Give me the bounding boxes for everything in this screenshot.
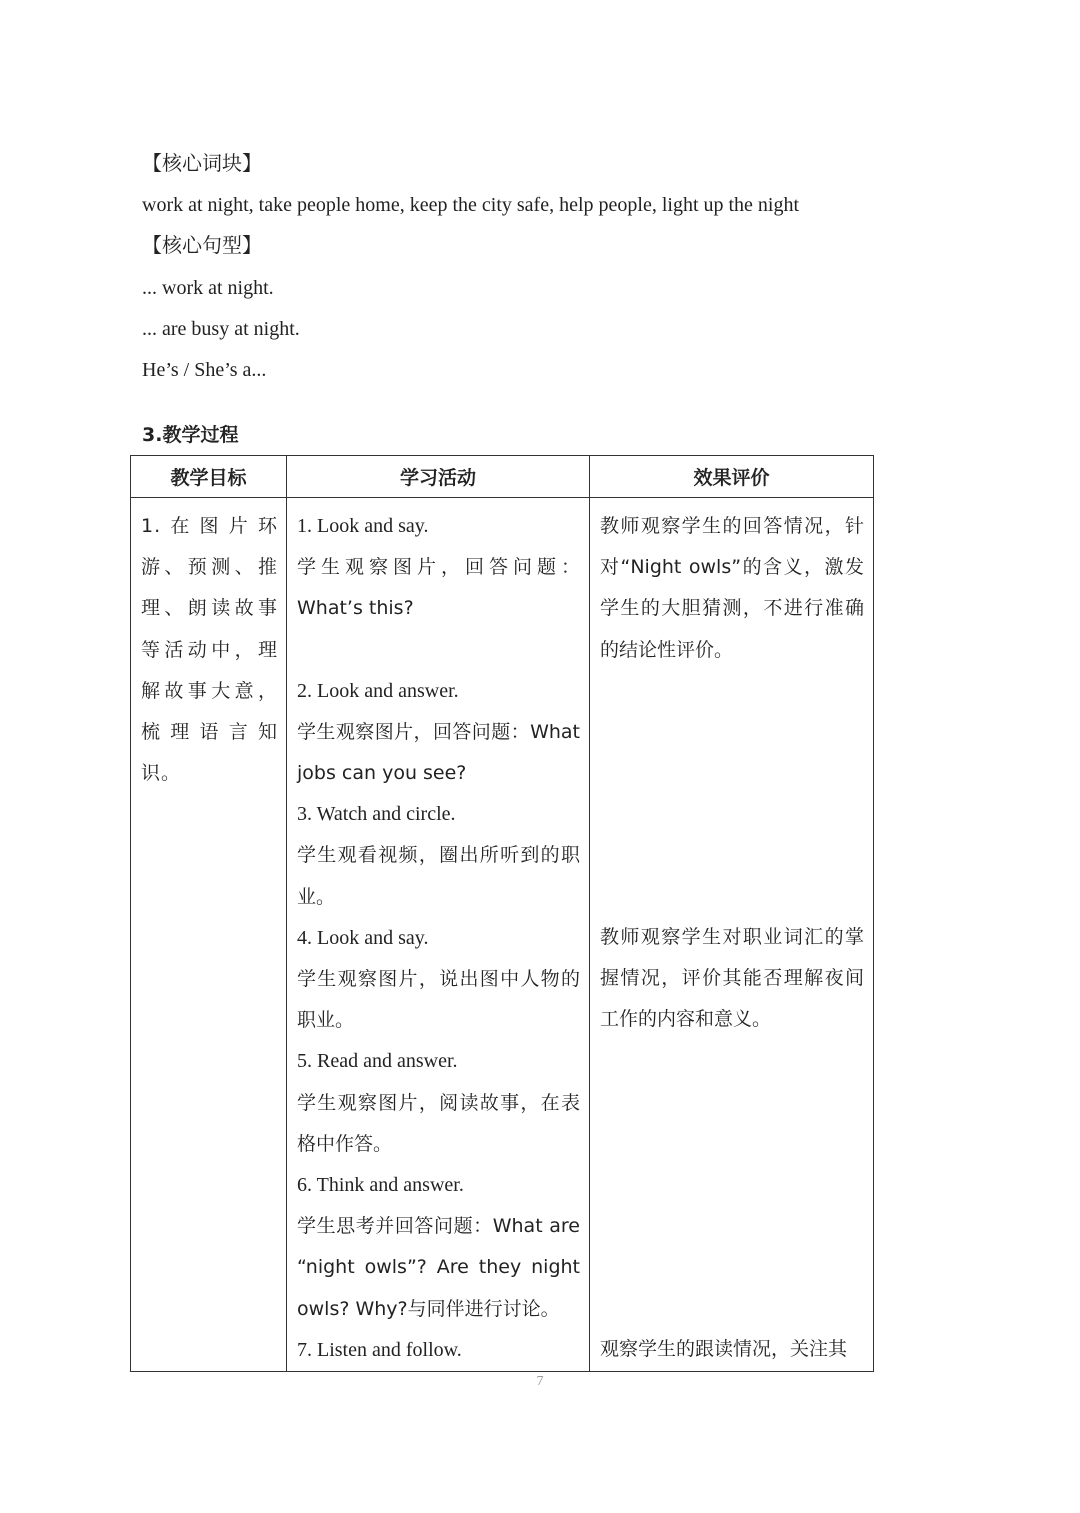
header-goal: 教学目标 xyxy=(131,456,287,498)
activity-3-title: 3. Watch and circle. xyxy=(297,803,456,826)
table-header-row xyxy=(131,456,874,498)
goal-cell xyxy=(131,498,287,1372)
activity-4-title: 4. Look and say. xyxy=(297,926,429,949)
activity-6-desc: 学生思考并回答问题：What are “night owls”? Are they night owls? Why?与同伴进行讨论。 xyxy=(297,1215,580,1320)
activity-1-title: 1. Look and say. xyxy=(297,515,429,537)
activity-1-desc: 学生观察图片，回答问题：What’s this? xyxy=(297,556,580,620)
activity-7-title: 7. Listen and follow. xyxy=(297,1338,462,1361)
activity-3-desc: 学生观看视频，圈出所听到的职业。 xyxy=(297,844,580,908)
core-sentence-3: He’s / She’s a... xyxy=(142,359,267,381)
header-activity: 学习活动 xyxy=(287,456,590,498)
evaluation-cell xyxy=(590,498,874,1372)
activity-6-title: 6. Think and answer. xyxy=(297,1174,464,1197)
evaluation-list xyxy=(590,498,873,1370)
activity-2-desc: 学生观察图片，回答问题：What jobs can you see? xyxy=(297,720,580,785)
activity-5-desc: 学生观察图片，阅读故事，在表格中作答。 xyxy=(297,1091,580,1155)
activity-2-title: 2. Look and answer. xyxy=(297,679,459,702)
core-sentences-heading: 【核心句型】 xyxy=(142,233,262,257)
activity-list xyxy=(287,498,589,1371)
header-evaluation: 效果评价 xyxy=(590,456,874,498)
teaching-process-table xyxy=(130,455,874,1372)
activity-4-desc: 学生观察图片，说出图中人物的职业。 xyxy=(297,968,580,1032)
table-row xyxy=(131,498,874,1372)
section-title: 3.教学过程 xyxy=(142,424,239,446)
evaluation-3: 观察学生的跟读情况，关注其 xyxy=(600,1338,848,1360)
evaluation-1: 教师观察学生的回答情况，针对“Night owls”的含义，激发学生的大胆猜测，不进行准确的结论性评价。 xyxy=(600,515,864,661)
core-sentence-2: ... are busy at night. xyxy=(142,318,300,340)
core-sentence-1: ... work at night. xyxy=(142,277,274,299)
activity-gap xyxy=(297,630,580,671)
core-phrases-heading: 【核心词块】 xyxy=(142,151,262,175)
core-phrases-text: work at night, take people home, keep the city safe, help people, light up the night xyxy=(142,194,800,216)
activity-cell xyxy=(287,498,590,1372)
activity-5-title: 5. Read and answer. xyxy=(297,1050,458,1073)
page-number: 7 xyxy=(536,1374,544,1389)
goal-text: 1.在图片环游、预测、推理、朗读故事等活动中，理解故事大意，梳理语言知识。 xyxy=(141,515,278,785)
evaluation-2: 教师观察学生对职业词汇的掌握情况，评价其能否理解夜间工作的内容和意义。 xyxy=(600,926,864,1031)
